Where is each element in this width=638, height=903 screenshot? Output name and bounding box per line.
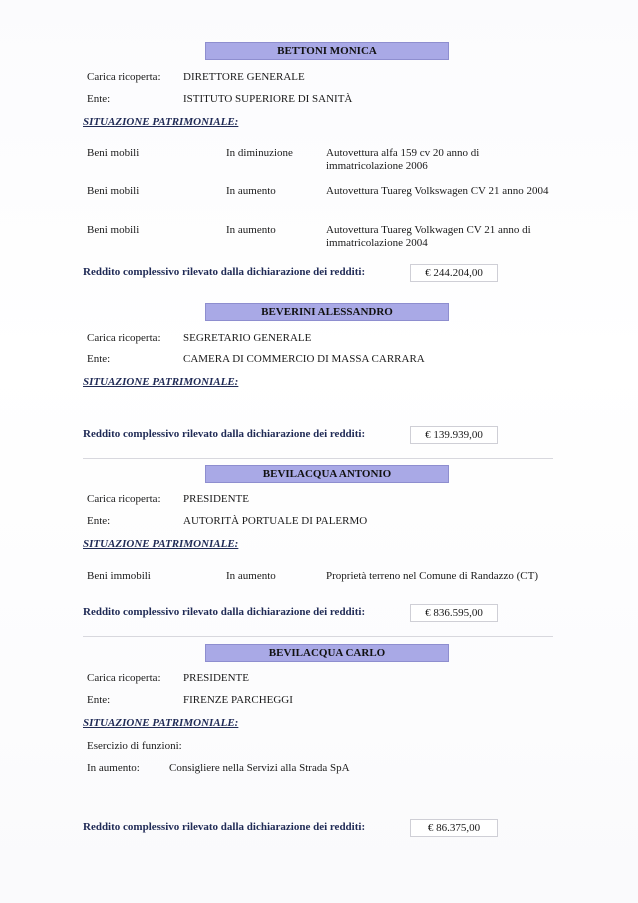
separator-line — [83, 458, 553, 459]
separator-line — [83, 636, 553, 637]
situazione-heading: SITUAZIONE PATRIMONIALE: — [83, 717, 239, 729]
carica-value: PRESIDENTE — [183, 493, 249, 505]
bene-tipo: Beni immobili — [87, 570, 151, 582]
bene-tipo: Beni mobili — [87, 185, 140, 197]
bene-variazione: In diminuzione — [226, 147, 293, 159]
person-name-header: BEVILACQUA ANTONIO — [205, 465, 449, 483]
reddito-label: Reddito complessivo rilevato dalla dichiarazione dei redditi: — [83, 821, 366, 833]
situazione-heading: SITUAZIONE PATRIMONIALE: — [83, 116, 239, 128]
reddito-label: Reddito complessivo rilevato dalla dichiarazione dei redditi: — [83, 606, 366, 618]
carica-label: Carica ricoperta: — [87, 71, 161, 83]
aumento-value: Consigliere nella Servizi alla Strada SpA — [169, 762, 350, 774]
ente-label: Ente: — [87, 353, 111, 365]
bene-variazione: In aumento — [226, 570, 276, 582]
aumento-label: In aumento: — [87, 762, 140, 774]
bene-descrizione: Proprietà terreno nel Comune di Randazzo (CT) — [326, 570, 538, 582]
reddito-value: € 139.939,00 — [410, 426, 498, 444]
person-name-header: BEVILACQUA CARLO — [205, 644, 449, 662]
carica-value: DIRETTORE GENERALE — [183, 71, 305, 83]
ente-label: Ente: — [87, 694, 111, 706]
carica-value: SEGRETARIO GENERALE — [183, 332, 312, 344]
carica-label: Carica ricoperta: — [87, 332, 161, 344]
ente-value: ISTITUTO SUPERIORE DI SANITÀ — [183, 93, 353, 105]
reddito-label: Reddito complessivo rilevato dalla dichiarazione dei redditi: — [83, 266, 366, 278]
carica-label: Carica ricoperta: — [87, 493, 161, 505]
ente-label: Ente: — [87, 93, 111, 105]
carica-label: Carica ricoperta: — [87, 672, 161, 684]
reddito-value: € 836.595,00 — [410, 604, 498, 622]
person-name-header: BEVERINI ALESSANDRO — [205, 303, 449, 321]
ente-value: CAMERA DI COMMERCIO DI MASSA CARRARA — [183, 353, 425, 365]
bene-descrizione: Autovettura Tuareg Volkswagen CV 21 anno 2004 — [326, 185, 549, 197]
bene-descrizione: Autovettura alfa 159 cv 20 anno di immatricolazione 2006 — [326, 147, 480, 172]
ente-label: Ente: — [87, 515, 111, 527]
ente-value: FIRENZE PARCHEGGI — [183, 694, 293, 706]
bene-variazione: In aumento — [226, 185, 276, 197]
reddito-label: Reddito complessivo rilevato dalla dichiarazione dei redditi: — [83, 428, 366, 440]
bene-tipo: Beni mobili — [87, 147, 140, 159]
bene-descrizione: Autovettura Tuareg Volkwagen CV 21 anno di immatricolazione 2004 — [326, 224, 531, 249]
person-name-header: BETTONI MONICA — [205, 42, 449, 60]
reddito-value: € 244.204,00 — [410, 264, 498, 282]
bene-tipo: Beni mobili — [87, 224, 140, 236]
carica-value: PRESIDENTE — [183, 672, 249, 684]
situazione-heading: SITUAZIONE PATRIMONIALE: — [83, 376, 239, 388]
esercizio-label: Esercizio di funzioni: — [87, 740, 182, 752]
ente-value: AUTORITÀ PORTUALE DI PALERMO — [183, 515, 368, 527]
reddito-value: € 86.375,00 — [410, 819, 498, 837]
bene-variazione: In aumento — [226, 224, 276, 236]
situazione-heading: SITUAZIONE PATRIMONIALE: — [83, 538, 239, 550]
